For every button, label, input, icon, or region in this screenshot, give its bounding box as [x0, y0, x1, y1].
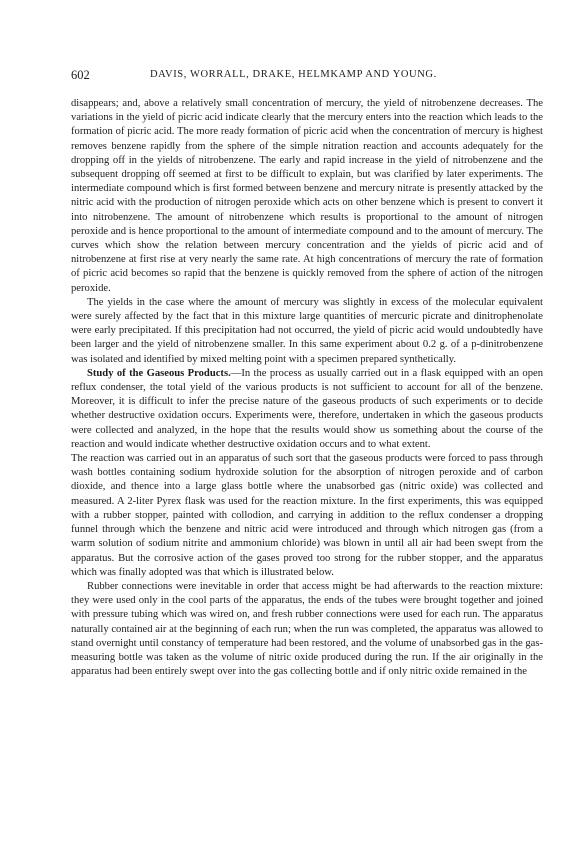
page-header	[71, 68, 543, 84]
page-number: 602	[71, 68, 90, 82]
paragraph-continuation: disappears; and, above a relatively small concentration of mercury, the yield of nitrobenzene decreases. The variations in the yield of picric acid indicate clearly that the mercury enters into the reaction which leads to the formation of picric acid. The more ready formation of picric acid when the concentration of mercury is highest removes benzene rapidly from the sphere of the simple nitration reaction and accounts adequately for the dropping off in the yields of nitrobenzene. The early and rapid increase in the yield of nitrobenzene and the subsequent dropping off seemed at first to be difficult to explain, but was clarified by later experiments. The intermediate compound which is first formed between benzene and mercury nitrate is presently attacked by the nitric acid with the production of nitrogen peroxide which acts on other benzene which is present to convert it into nitrobenzene. The amount of nitrobenzene which results is proportional to the amount of nitrogen peroxide and is hence proportional to the amount of intermediate compound and to the amount of mercury. The curves which show the relation between mercury concentration and the yields of picric acid and of nitrobenzene at first rise at very nearly the same rate. At high concentrations of mercury the rate of formation of picric acid becomes so rapid that the benzene is quickly removed from the sphere of action of the nitrogen peroxide.	[71, 98, 543, 294]
section-heading: Study of the Gaseous Products.	[87, 367, 231, 379]
paragraph-gaseous-products	[71, 367, 543, 452]
paragraph-mercury-yields: The yields in the case where the amount of mercury was slightly in excess of the molecular equivalent were surely affected by the fact that in this mixture large quantities of mercuric picrate and dinitrophenolate were early precipitated. If this precipitation had not occurred, the yield of picric acid would undoubtedly have been larger and the yield of nitrobenzene smaller. In this same experiment about 0.2 g. of a p-dinitrobenzene was isolated and identified by mixed melting point with a specimen prepared synthetically.	[71, 296, 543, 365]
paragraph-gaseous-products-text: —In the process as usually carried out in a flask equipped with an open reflux condenser, the total yield of the various products is not sufficient to account for all of the benzene. Moreover, it is difficult to infer the precise nature of the gaseous products of such experiments or to decide whether destructive oxidation occurs. Experiments were, therefore, undertaken in which the gaseous products were collected and analyzed, in the hope that the results would show us something about the course of the reaction and would indicate whether destructive oxidation occurs and to what extent.	[71, 367, 543, 450]
paragraph-rubber-connections: Rubber connections were inevitable in order that access might be had afterwards to the reaction mixture: they were used only in the cool parts of the apparatus, the ends of the tubes were brought together and joined with pressure tubing which was wired on, and fresh rubber connections were used for each run. The apparatus naturally contained air at the beginning of each run; when the run was completed, the apparatus was allowed to stand overnight until constancy of temperature had been restored, and the volume of unabsorbed gas in the gas-measuring bottle was taken as the volume of nitric oxide produced during the run. If the air originally in the apparatus had been entirely swept over into the gas collecting bottle and if only nitric oxide remained in the	[71, 580, 543, 678]
running-head: DAVIS, WORRALL, DRAKE, HELMKAMP AND YOUNG.	[150, 69, 437, 80]
paragraph-apparatus: The reaction was carried out in an apparatus of such sort that the gaseous products were forced to pass through wash bottles containing sodium hydroxide solution for the absorption of nitrogen peroxide and of carbon dioxide, and thence into a large glass bottle where the unabsorbed gas (nitric oxide) was collected and measured. A 2-liter Pyrex flask was used for the reaction mixture. In the first experiments, this was equipped with a rubber stopper, painted with collodion, and carrying in addition to the reflux condenser a dropping funnel through which the benzene and nitric acid were introduced and through which nitrogen gas (from a warm solution of sodium nitrite and ammonium chloride) was blown in until all air had been swept from the apparatus. But the corrosive action of the gases proved too strong for the rubber stopper, and the apparatus which was finally adopted was that which is illustrated below.	[71, 453, 543, 578]
body-text	[71, 97, 543, 679]
